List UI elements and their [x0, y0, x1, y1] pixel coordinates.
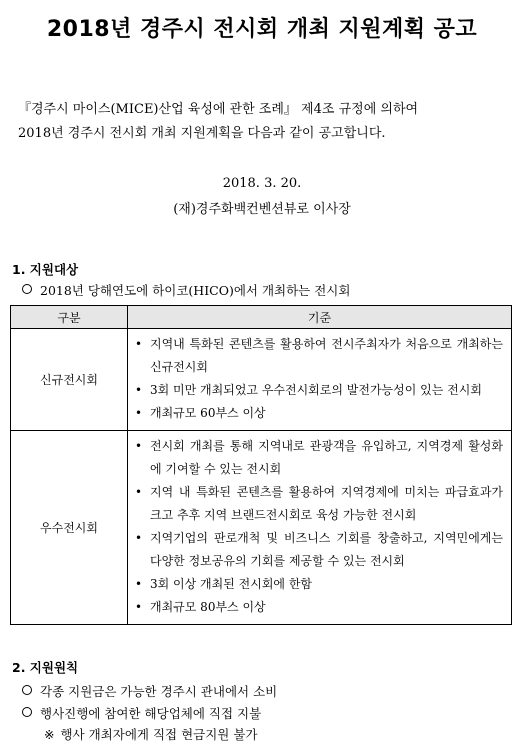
intro-line-2: 2018년 경주시 전시회 개최 지원계획을 다음과 같이 공고합니다.: [18, 126, 386, 141]
table-row: [11, 431, 512, 625]
table-row: [11, 329, 512, 431]
section-2-note: [44, 725, 258, 743]
reference-mark-icon: ※: [44, 727, 55, 742]
list-item-text: 지역기업의 판로개척 및 비즈니스 기회를 창출하고, 지역민에게는 다양한 정보공유의 기회를 제공할 수 있는 전시회: [150, 531, 503, 568]
list-item: [134, 596, 503, 619]
criteria-table: [10, 305, 512, 625]
list-item: [134, 333, 503, 379]
list-item: [134, 527, 503, 573]
list-item: [134, 481, 503, 527]
row-criteria-cell: [128, 431, 512, 625]
row-criteria-cell: [128, 329, 512, 431]
document-title: 2018년 경주시 전시회 개최 지원계획 공고: [46, 17, 478, 42]
announcement-date: 2018. 3. 20.: [222, 176, 302, 191]
column-header-type: 구분: [11, 306, 128, 329]
circle-bullet-icon: [22, 707, 32, 717]
bullet-dot-icon: •: [135, 439, 143, 453]
section-2-heading: 2. 지원원칙: [12, 660, 79, 675]
column-header-criteria: 기준: [128, 306, 512, 329]
section-1-bullet-text: 2018년 당해연도에 하이코(HICO)에서 개최하는 전시회: [40, 283, 351, 298]
bullet-dot-icon: •: [135, 485, 143, 499]
section-2-bullet-text: 각종 지원금은 가능한 경주시 관내에서 소비: [40, 684, 278, 699]
circle-bullet-icon: [22, 685, 32, 695]
criteria-list: [134, 333, 503, 425]
list-item-text: 지역내 특화된 콘텐츠를 활용하여 전시주최자가 처음으로 개최하는 신규전시회: [150, 337, 503, 374]
section-2-bullet-text: 행사진행에 참여한 해당업체에 직접 지불: [40, 706, 262, 721]
criteria-list: [134, 435, 503, 619]
intro-line-1: 『경주시 마이스(MICE)산업 육성에 관한 조례』 제4조 규정에 의하여: [18, 102, 419, 117]
section-2-bullet: [22, 704, 261, 722]
list-item-text: 3회 이상 개최된 전시회에 한함: [150, 577, 312, 591]
list-item-text: 3회 미만 개최되었고 우수전시회로의 발전가능성이 있는 전시회: [150, 383, 482, 397]
bullet-dot-icon: •: [135, 531, 143, 545]
list-item: [134, 379, 503, 402]
issuer-name: (재)경주화백컨벤션뷰로 이사장: [173, 202, 351, 217]
list-item: [134, 573, 503, 596]
table-header-row: [11, 306, 512, 329]
bullet-dot-icon: •: [135, 577, 143, 591]
row-type-excellent-exhibition: 우수전시회: [11, 431, 128, 625]
bullet-dot-icon: •: [135, 337, 143, 351]
section-2-note-text: 행사 개최자에게 직접 현금지원 불가: [60, 727, 258, 742]
list-item: [134, 435, 503, 481]
row-type-new-exhibition: 신규전시회: [11, 329, 128, 431]
bullet-dot-icon: •: [135, 600, 143, 614]
circle-bullet-icon: [22, 284, 32, 294]
bullet-dot-icon: •: [135, 406, 143, 420]
list-item: [134, 402, 503, 425]
intro-paragraph: [18, 98, 513, 146]
section-2-bullet: [22, 682, 277, 700]
list-item-text: 지역 내 특화된 콘텐츠를 활용하여 지역경제에 미치는 파급효과가 크고 추후 지역 브랜드전시회로 육성 가능한 전시회: [150, 485, 503, 522]
bullet-dot-icon: •: [135, 383, 143, 397]
list-item-text: 개최규모 60부스 이상: [150, 406, 266, 420]
section-1-bullet: [22, 281, 350, 299]
list-item-text: 전시회 개최를 통해 지역내로 관광객을 유입하고, 지역경제 활성화에 기여할 수 있는 전시회: [150, 439, 503, 476]
list-item-text: 개최규모 80부스 이상: [150, 600, 266, 614]
section-1-heading: 1. 지원대상: [12, 262, 79, 277]
